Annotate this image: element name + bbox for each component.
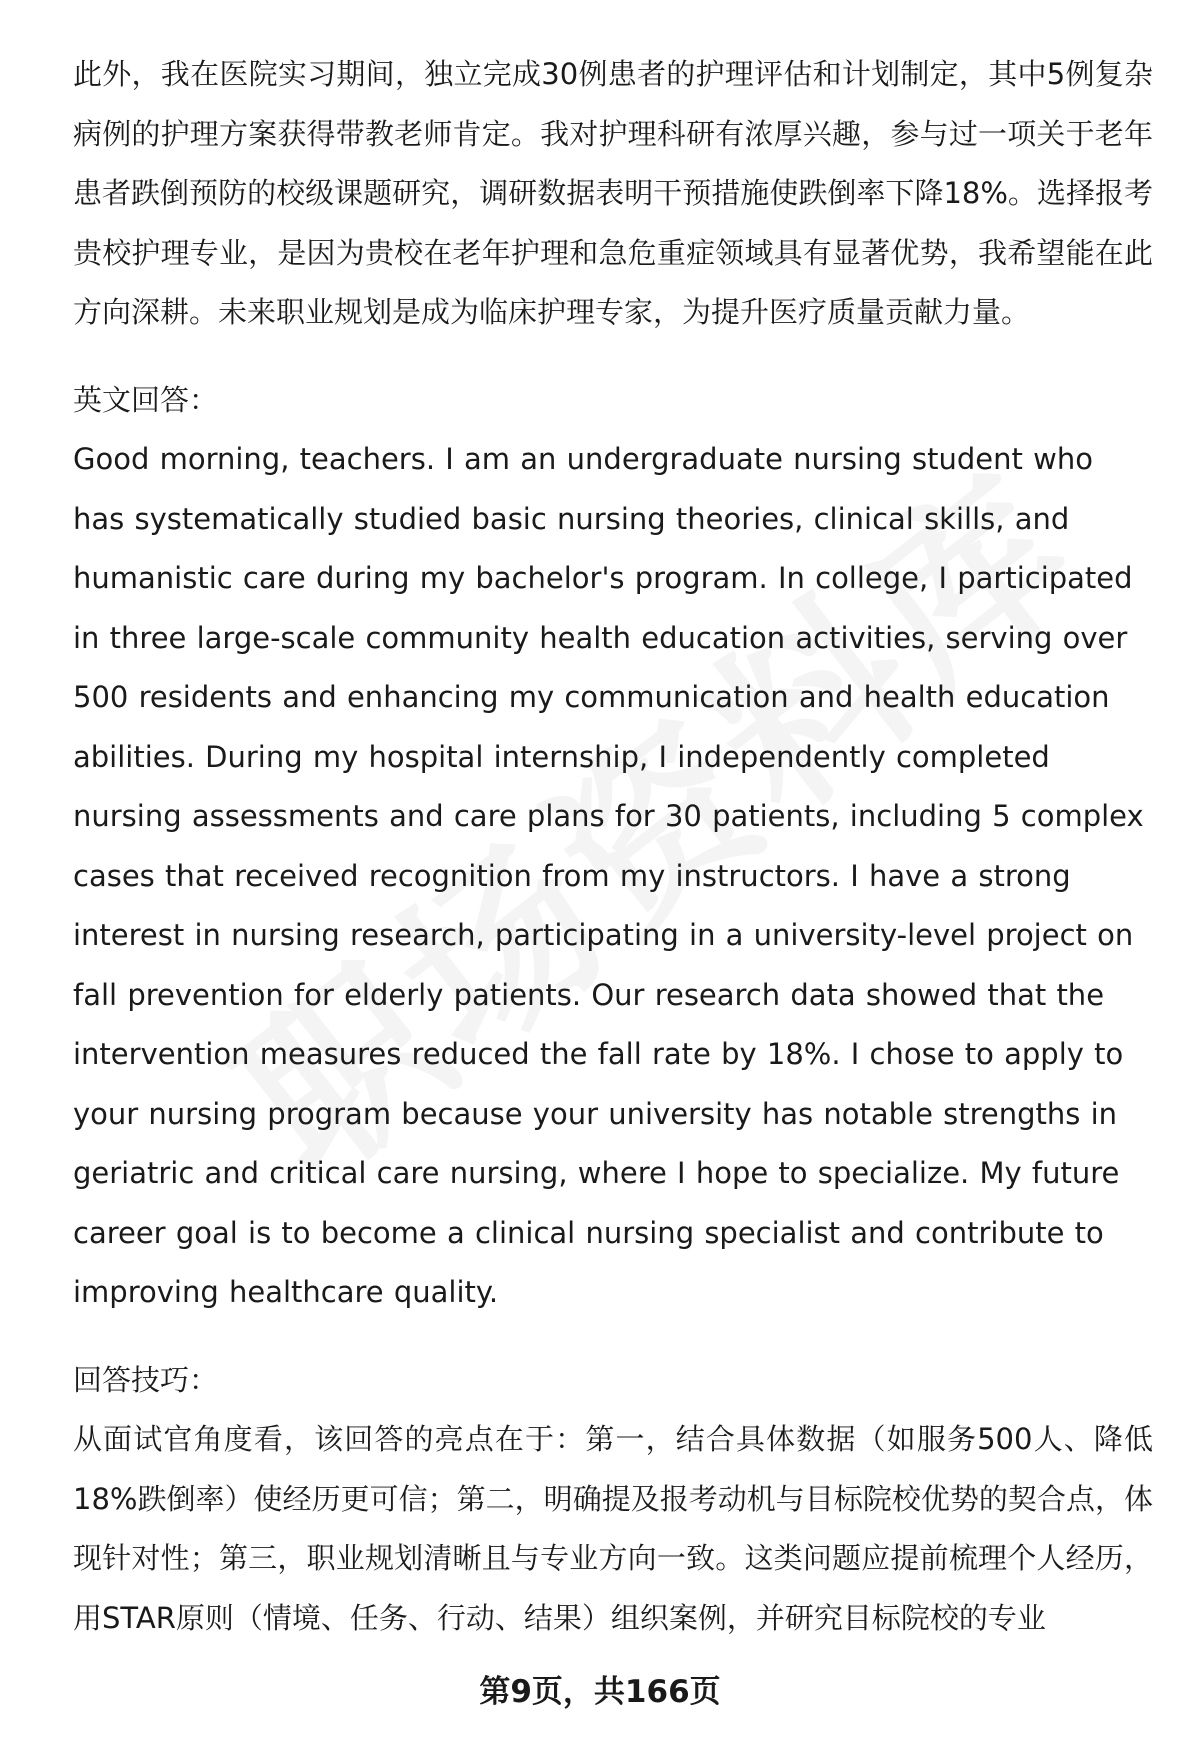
page-number-footer: 第9页，共166页 — [479, 1674, 721, 1710]
document-page — [73, 45, 1153, 1648]
chinese-paragraph: 此外，我在医院实习期间，独立完成30例患者的护理评估和计划制定，其中5例复杂病例的护理方案获得带教老师肯定。我对护理科研有浓厚兴趣，参与过一项关于老年患者跌倒预防的校级课题研究，调研数据表明干预措施使跌倒率下降18%。选择报考贵校护理专业，是因为贵校在老年护理和急危重症领域具有显著优势，我希望能在此方向深耕。未来职业规划是成为临床护理专家，为提升医疗质量贡献力量。 — [73, 57, 1153, 329]
tips-heading: 回答技巧： — [73, 1362, 219, 1397]
english-answer-heading: 英文回答： — [73, 382, 219, 417]
english-answer-text: Good morning, teachers. I am an undergraduate nursing student who has systematically studied basic nursing theories, clinical skills, and humanistic care during my bachelor's program. In college, I participated in three large-scale community health education activities, serving over 500 residents and enhancing my communication and health education abilities. During my hospital internship, I independently completed nursing assessments and care plans for 30 patients, including 5 complex cases that received recognition from my instructors. I have a strong interest in nursing research, participating in a university-level project on fall prevention for elderly patients. Our research data showed that the intervention measures reduced the fall rate by 18%. I chose to apply to your nursing program because your university has notable strengths in geriatric and critical care nursing, where I hope to specialize. My future career goal is to become a clinical nursing specialist and contribute to improving healthcare quality. — [73, 442, 1144, 1309]
spacer — [73, 343, 1153, 371]
tips-text: 从面试官角度看，该回答的亮点在于：第一，结合具体数据（如服务500人、降低18%跌倒率）使经历更可信；第二，明确提及报考动机与目标院校优势的契合点，体现针对性；第三，职业规划清晰且与专业方向一致。这类问题应提前梳理个人经历，用STAR原则（情境、任务、行动、结果）组织案例，并研究目标院校的专业 — [73, 1422, 1153, 1635]
spacer — [73, 1323, 1153, 1351]
